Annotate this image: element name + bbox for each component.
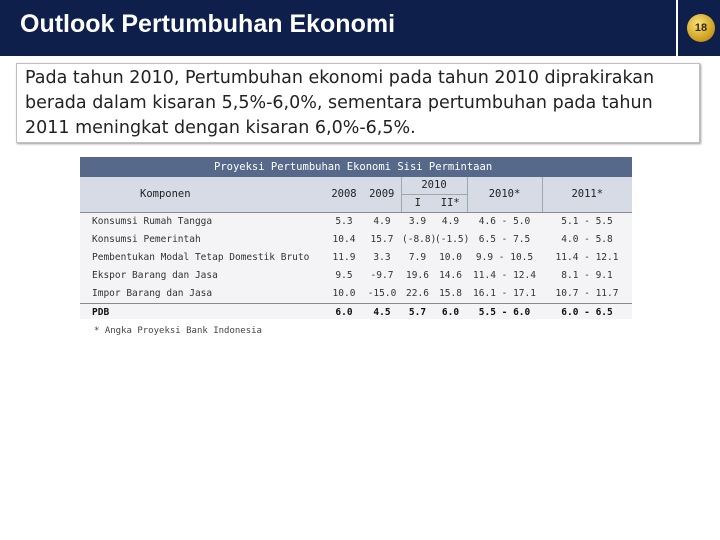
cell-value: 19.6 <box>406 270 429 281</box>
row-label: Konsumsi Pemerintah <box>92 234 201 245</box>
row-label: Pembentukan Modal Tetap Domestik Bruto <box>92 252 310 263</box>
header-2008: 2008 <box>325 177 363 212</box>
header-2010: 2010 <box>401 177 467 194</box>
table-row <box>80 231 632 249</box>
cell-value: 3.9 <box>408 216 427 227</box>
row-label: PDB <box>80 303 325 322</box>
table-row <box>80 212 632 231</box>
cell-value: 6.5 - 7.5 <box>478 234 531 245</box>
cell-value: -9.7 <box>370 270 394 281</box>
slide-header <box>0 0 720 56</box>
cell-value: 6.0 - 6.5 <box>542 303 632 322</box>
summary-textbox <box>16 63 700 143</box>
row-label: Konsumsi Rumah Tangga <box>92 216 213 227</box>
header-quarter-2: II* <box>434 194 467 212</box>
cell-value: 10.0 <box>439 252 462 263</box>
cell-value: 5.5 - 6.0 <box>467 303 542 322</box>
cell-value: (-1.5) <box>435 234 470 245</box>
projection-table <box>80 177 632 322</box>
cell-value: 11.9 <box>332 252 356 263</box>
cell-value: 4.6 - 5.0 <box>478 216 531 227</box>
cell-value: 10.7 - 11.7 <box>555 288 619 299</box>
cell-value: 3.3 <box>373 252 391 263</box>
cell-value: 4.9 <box>373 216 391 227</box>
cell-value: 10.4 <box>332 234 356 245</box>
row-label: Impor Barang dan Jasa <box>92 288 213 299</box>
cell-value: 6.0 <box>325 303 363 322</box>
cell-value: 6.0 <box>434 303 467 322</box>
header-komponen: Komponen <box>80 177 325 212</box>
summary-paragraph: Pada tahun 2010, Pertumbuhan ekonomi pada tahun 2010 diprakirakan berada dalam kisaran 5,5%-6,0%, sementara pertumbuhan pada tahun 2011 meningkat dengan kisaran 6,0%-6,5%. <box>25 68 655 138</box>
cell-value: 8.1 - 9.1 <box>561 270 613 281</box>
cell-value: 4.0 - 5.8 <box>561 234 613 245</box>
header-divider <box>676 0 678 56</box>
table-title: Proyeksi Pertumbuhan Ekonomi Sisi Permintaan <box>80 157 632 177</box>
cell-value: 14.6 <box>439 270 462 281</box>
cell-value: 5.3 <box>335 216 353 227</box>
table-footnote: * Angka Proyeksi Bank Indonesia <box>94 325 262 336</box>
cell-value: 22.6 <box>406 288 429 299</box>
cell-value: 9.9 - 10.5 <box>475 252 534 263</box>
cell-value: 4.9 <box>441 216 460 227</box>
header-quarter-1: I <box>401 194 434 212</box>
table-row <box>80 285 632 304</box>
cell-value: 16.1 - 17.1 <box>473 288 536 299</box>
cell-value: 15.8 <box>439 288 462 299</box>
cell-value: 7.9 <box>408 252 427 263</box>
cell-value: 11.4 - 12.1 <box>555 252 619 263</box>
table-row <box>80 249 632 267</box>
cell-value: 4.5 <box>363 303 401 322</box>
table-row <box>80 267 632 285</box>
cell-value: 15.7 <box>370 234 394 245</box>
cell-value: -15.0 <box>367 288 397 299</box>
slide-title: Outlook Pertumbuhan Ekonomi <box>20 10 396 38</box>
table-total-row <box>80 303 632 322</box>
cell-value: 10.0 <box>332 288 356 299</box>
projection-table-image <box>80 157 632 336</box>
cell-value: 5.7 <box>401 303 434 322</box>
cell-value: 9.5 <box>335 270 353 281</box>
header-2011-projection: 2011* <box>542 177 632 212</box>
page-number-badge: 18 <box>687 14 715 42</box>
header-2010-projection: 2010* <box>467 177 542 212</box>
header-2009: 2009 <box>363 177 401 212</box>
cell-value: (-8.8) <box>402 234 437 245</box>
cell-value: 5.1 - 5.5 <box>561 216 613 227</box>
cell-value: 11.4 - 12.4 <box>473 270 536 281</box>
row-label: Ekspor Barang dan Jasa <box>92 270 218 281</box>
